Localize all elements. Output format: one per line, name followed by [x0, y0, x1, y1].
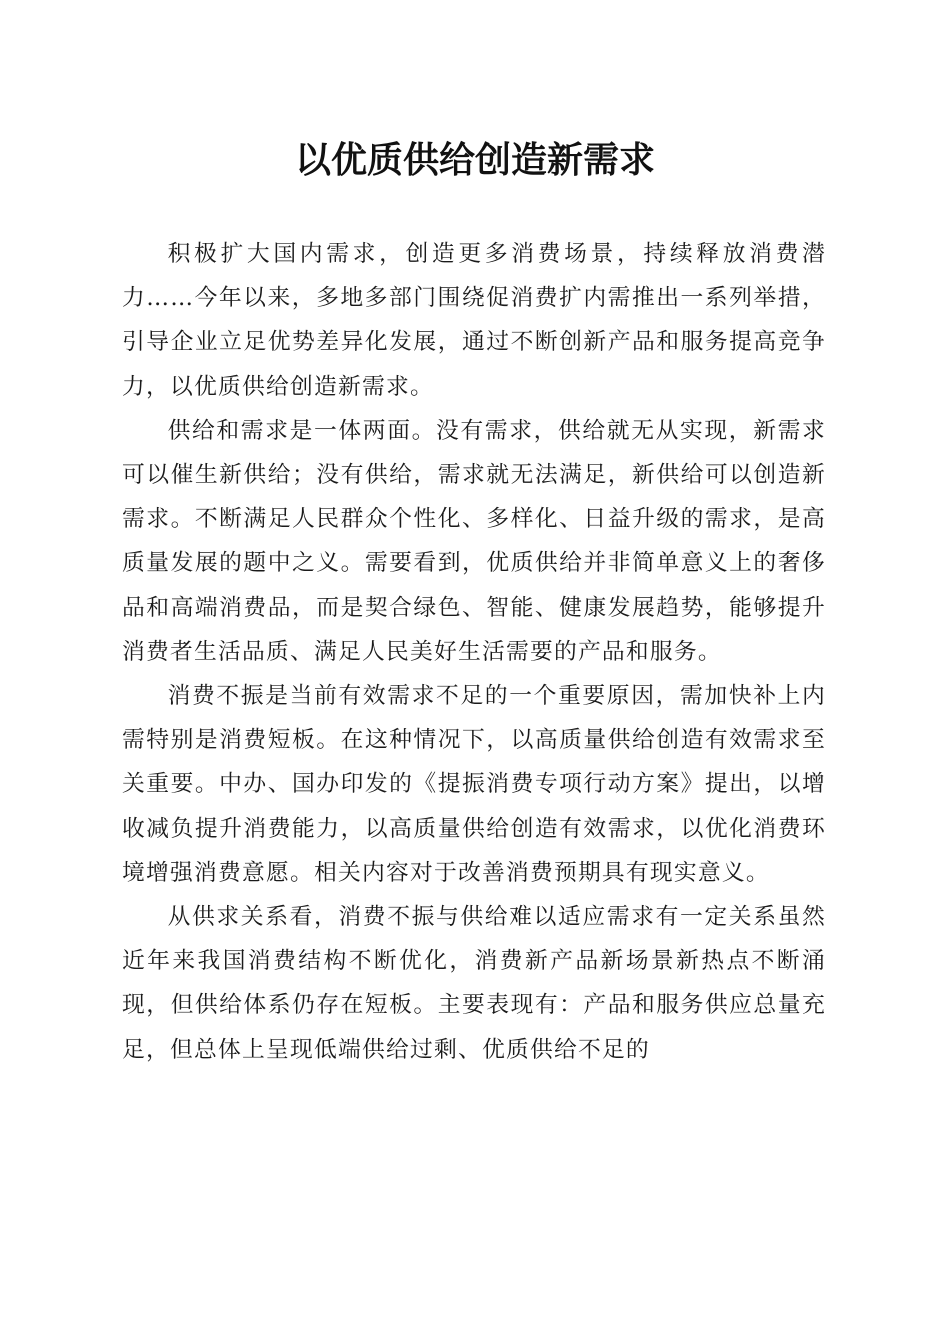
document-body [122, 232, 826, 1072]
document-title: 以优质供给创造新需求 [294, 139, 655, 181]
paragraph: 积极扩大国内需求，创造更多消费场景，持续释放消费潜力……今年以来，多地多部门围绕促消费扩内需推出一系列举措，引导企业立足优势差异化发展，通过不断创新产品和服务提高竞争力，以优质供给创造新需求。 [122, 241, 826, 400]
paragraph: 消费不振是当前有效需求不足的一个重要原因，需加快补上内需特别是消费短板。在这种情况下，以高质量供给创造有效需求至关重要。中办、国办印发的《提振消费专项行动方案》提出，以增收减负提升消费能力，以高质量供给创造有效需求，以优化消费环境增强消费意愿。相关内容对于改善消费预期具有现实意义。 [122, 683, 826, 886]
paragraph: 从供求关系看，消费不振与供给难以适应需求有一定关系虽然近年来我国消费结构不断优化，消费新产品新场景新热点不断涌现，但供给体系仍存在短板。主要表现有：产品和服务供应总量充足，但总体上呈现低端供给过剩、优质供给不足的 [122, 904, 826, 1063]
paragraph: 供给和需求是一体两面。没有需求，供给就无从实现，新需求可以催生新供给；没有供给，需求就无法满足，新供给可以创造新需求。不断满足人民群众个性化、多样化、日益升级的需求，是高质量发展的题中之义。需要看到，优质供给并非简单意义上的奢侈品和高端消费品，而是契合绿色、智能、健康发展趋势，能够提升消费者生活品质、满足人民美好生活需要的产品和服务。 [122, 417, 826, 665]
